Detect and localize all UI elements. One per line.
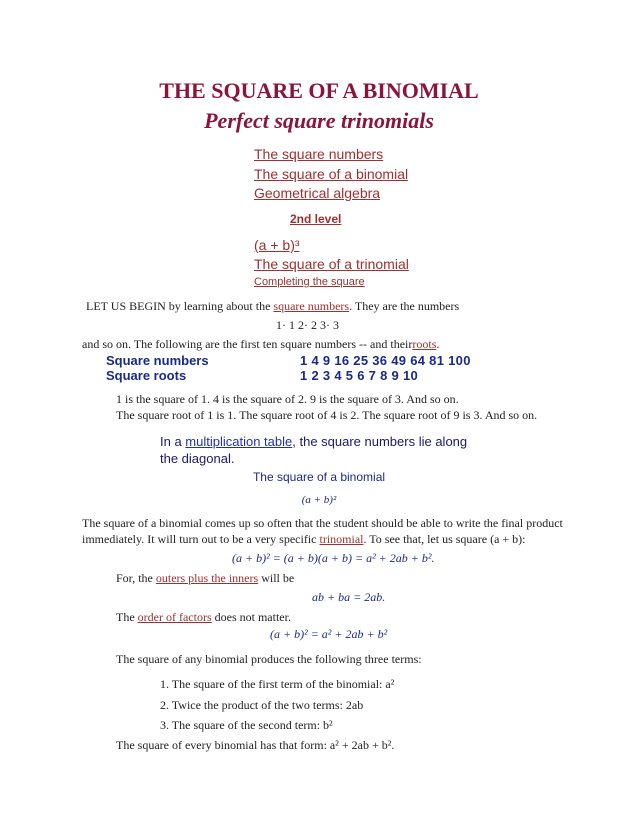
square-roots-label: Square roots [106, 368, 187, 383]
intro-text-pre: LET US BEGIN by learning about the [86, 299, 274, 313]
form-statement: The square of every binomial has that form: a² + 2ab + b². [116, 738, 395, 752]
page-title: THE SQUARE OF A BINOMIAL [159, 78, 479, 103]
and-so-on-paragraph [82, 337, 439, 352]
equation-result: (a + b)² = a² + 2ab + b² [270, 627, 388, 641]
note-text-post: , the square numbers lie along [292, 434, 468, 449]
roots-link[interactable]: roots [412, 337, 437, 351]
note-text-pre: In a [160, 434, 186, 449]
paragraph-line-2 [82, 532, 526, 547]
multiplication-examples: 1· 1 2· 2 3· 3 [276, 318, 339, 332]
list-item: 2. Twice the product of the two terms: 2ab [160, 698, 364, 712]
trinomial-link[interactable]: trinomial [319, 532, 364, 546]
toc-link-square-numbers[interactable]: The square numbers [254, 146, 384, 162]
multiplication-table-link[interactable]: multiplication table [185, 434, 293, 449]
equation-outers-inners: ab + ba = 2ab. [312, 590, 386, 604]
section-formula: (a + b)² [301, 494, 337, 506]
square-statement-line: 1 is the square of 1. 4 is the square of 2. 9 is the square of 3. And so on. [116, 392, 459, 406]
paragraph-text: immediately. It will turn out to be a very specific [82, 532, 320, 546]
order-of-factors-link[interactable]: order of factors [137, 610, 212, 624]
outers-text-post: will be [258, 571, 295, 585]
list-item: 3. The square of the second term: b² [160, 718, 333, 732]
outers-plus-inners-link[interactable]: outers plus the inners [155, 571, 259, 585]
order-text-post: does not matter. [211, 610, 291, 624]
intro-text-post: . They are the numbers [349, 299, 460, 313]
diagonal-note [160, 434, 467, 449]
any-binomial-text: The square of any binomial produces the following three terms: [116, 652, 422, 666]
toc-link-geometrical-algebra[interactable]: Geometrical algebra [254, 185, 381, 201]
and-so-on-post: . [436, 337, 440, 351]
paragraph-line-1: The square of a binomial comes up so often that the student should be able to write the final product [82, 516, 563, 530]
and-so-on-text: and so on. The following are the first ten square numbers -- and their [82, 337, 413, 351]
toc-level-link[interactable]: 2nd level [290, 212, 342, 226]
diagonal-note-line2: the diagonal. [160, 451, 235, 466]
order-paragraph [116, 610, 291, 625]
equation-square-expansion: (a + b)² = (a + b)(a + b) = a² + 2ab + b². [232, 551, 435, 565]
outers-text-pre: For, the [116, 571, 156, 585]
square-numbers-link[interactable]: square numbers [273, 299, 350, 313]
section-heading: The square of a binomial [252, 470, 386, 484]
toc-link-square-of-binomial[interactable]: The square of a binomial [254, 166, 409, 182]
square-numbers-label: Square numbers [106, 353, 209, 368]
order-text-pre: The [116, 610, 138, 624]
toc-link-cube-binomial[interactable]: (a + b)³ [254, 237, 300, 253]
page-subtitle: Perfect square trinomials [204, 108, 434, 133]
list-item: 1. The square of the first term of the binomial: a² [160, 677, 395, 691]
square-root-statement-line: The square root of 1 is 1. The square root of 4 is 2. The square root of 9 is 3. And so on. [116, 408, 538, 422]
toc-link-completing-square[interactable]: Completing the square [254, 276, 365, 288]
paragraph-text-post: . To see that, let us square (a + b): [363, 532, 526, 546]
toc-link-square-of-trinomial[interactable]: The square of a trinomial [254, 256, 409, 272]
intro-paragraph [86, 299, 459, 314]
square-numbers-values: 1 4 9 16 25 36 49 64 81 100 [300, 353, 471, 368]
outers-paragraph [116, 571, 294, 586]
square-roots-values: 1 2 3 4 5 6 7 8 9 10 [300, 368, 419, 383]
